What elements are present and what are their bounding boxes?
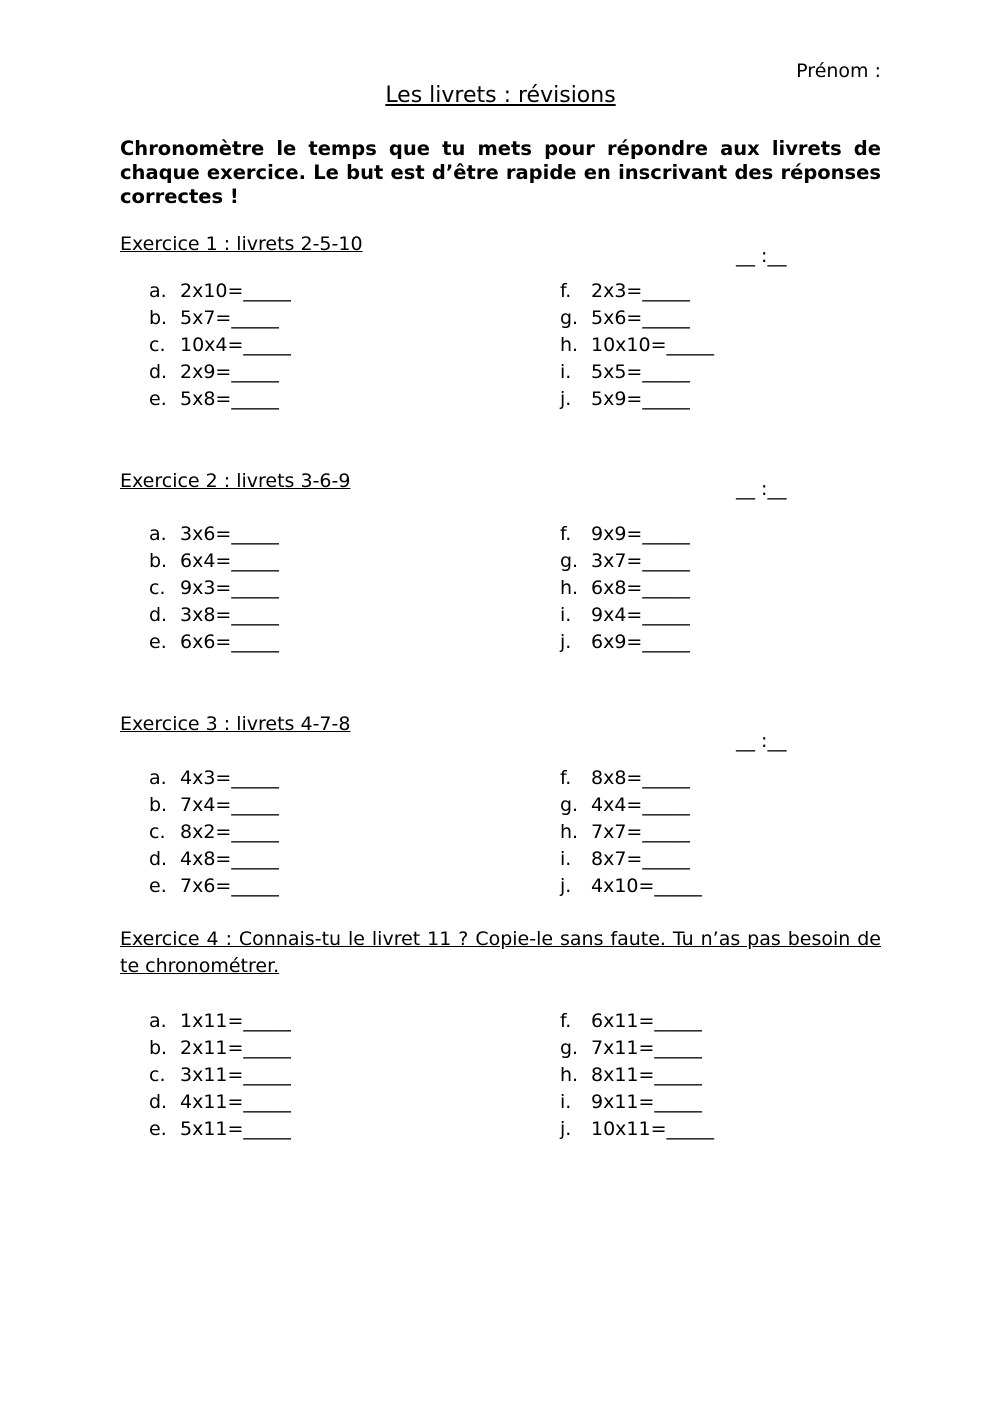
item-expression: 6x6=_____ (180, 631, 279, 653)
item-letter: d. (149, 604, 168, 626)
item-expression: 2x10=_____ (180, 280, 291, 302)
item-expression: 4x3=_____ (180, 767, 279, 789)
item-expression: 7x6=_____ (180, 875, 279, 897)
item-expression: 3x8=_____ (180, 604, 279, 626)
exercise-4-heading: Exercice 4 : Connais-tu le livret 11 ? Copie-le sans faute. Tu n’as pas besoin de te chronométrer. (120, 928, 881, 977)
item-letter: a. (149, 767, 167, 789)
item-letter: i. (560, 848, 572, 870)
item-expression: 5x9=_____ (591, 388, 690, 410)
item-expression: 10x4=_____ (180, 334, 291, 356)
item-letter: h. (560, 577, 579, 599)
item-expression: 3x6=_____ (180, 523, 279, 545)
item-expression: 3x11=_____ (180, 1064, 291, 1086)
item-expression: 2x11=_____ (180, 1037, 291, 1059)
item-letter: h. (560, 1064, 579, 1086)
item-letter: b. (149, 307, 168, 329)
item-letter: f. (560, 280, 572, 302)
item-letter: a. (149, 523, 167, 545)
item-expression: 4x11=_____ (180, 1091, 291, 1113)
item-expression: 8x2=_____ (180, 821, 279, 843)
instructions-paragraph: Chronomètre le temps que tu mets pour répondre aux livrets de chaque exercice. Le but est d’être rapide en inscrivant des réponses correctes ! (120, 137, 881, 208)
item-expression: 7x7=_____ (591, 821, 690, 843)
item-expression: 6x8=_____ (591, 577, 690, 599)
item-expression: 10x10=_____ (591, 334, 715, 356)
item-expression: 8x8=_____ (591, 767, 690, 789)
item-letter: g. (560, 307, 579, 329)
item-letter: g. (560, 1037, 579, 1059)
item-expression: 7x11=_____ (591, 1037, 702, 1059)
item-expression: 8x11=_____ (591, 1064, 702, 1086)
exercise-2-timer: __ :__ (736, 478, 787, 500)
exercise-3-timer: __ :__ (736, 730, 787, 752)
item-letter: c. (149, 821, 166, 843)
item-expression: 1x11=_____ (180, 1010, 291, 1032)
item-letter: j. (560, 875, 572, 897)
item-expression: 5x7=_____ (180, 307, 279, 329)
item-expression: 5x5=_____ (591, 361, 690, 383)
item-letter: j. (560, 631, 572, 653)
item-expression: 4x10=_____ (591, 875, 702, 897)
item-expression: 6x9=_____ (591, 631, 690, 653)
item-expression: 5x11=_____ (180, 1118, 291, 1140)
item-letter: j. (560, 1118, 572, 1140)
item-expression: 2x9=_____ (180, 361, 279, 383)
exercise-1-heading: Exercice 1 : livrets 2-5-10 (120, 233, 363, 255)
item-letter: g. (560, 794, 579, 816)
item-letter: g. (560, 550, 579, 572)
item-expression: 6x11=_____ (591, 1010, 702, 1032)
item-expression: 2x3=_____ (591, 280, 690, 302)
item-letter: a. (149, 1010, 167, 1032)
item-letter: b. (149, 550, 168, 572)
page-title: Les livrets : révisions (385, 83, 616, 108)
item-letter: h. (560, 334, 579, 356)
item-letter: b. (149, 794, 168, 816)
item-expression: 5x6=_____ (591, 307, 690, 329)
item-letter: e. (149, 1118, 167, 1140)
exercise-2-heading: Exercice 2 : livrets 3-6-9 (120, 470, 351, 492)
item-letter: c. (149, 1064, 166, 1086)
item-expression: 4x4=_____ (591, 794, 690, 816)
item-letter: b. (149, 1037, 168, 1059)
item-expression: 3x7=_____ (591, 550, 690, 572)
item-expression: 10x11=_____ (591, 1118, 715, 1140)
item-letter: j. (560, 388, 572, 410)
item-letter: e. (149, 631, 167, 653)
item-letter: i. (560, 604, 572, 626)
item-expression: 8x7=_____ (591, 848, 690, 870)
worksheet-page (120, 0, 881, 1415)
item-expression: 9x11=_____ (591, 1091, 702, 1113)
item-letter: f. (560, 767, 572, 789)
item-expression: 9x3=_____ (180, 577, 279, 599)
item-expression: 4x8=_____ (180, 848, 279, 870)
item-letter: d. (149, 1091, 168, 1113)
exercise-3-heading: Exercice 3 : livrets 4-7-8 (120, 713, 351, 735)
item-letter: d. (149, 361, 168, 383)
item-letter: d. (149, 848, 168, 870)
item-letter: f. (560, 1010, 572, 1032)
exercise-1-timer: __ :__ (736, 245, 787, 267)
item-letter: c. (149, 334, 166, 356)
item-expression: 5x8=_____ (180, 388, 279, 410)
item-letter: a. (149, 280, 167, 302)
item-letter: i. (560, 361, 572, 383)
item-expression: 9x4=_____ (591, 604, 690, 626)
item-letter: c. (149, 577, 166, 599)
item-letter: f. (560, 523, 572, 545)
item-letter: e. (149, 875, 167, 897)
item-letter: i. (560, 1091, 572, 1113)
item-letter: e. (149, 388, 167, 410)
item-expression: 6x4=_____ (180, 550, 279, 572)
item-expression: 9x9=_____ (591, 523, 690, 545)
item-expression: 7x4=_____ (180, 794, 279, 816)
prenom-label: Prénom : (796, 60, 881, 82)
item-letter: h. (560, 821, 579, 843)
